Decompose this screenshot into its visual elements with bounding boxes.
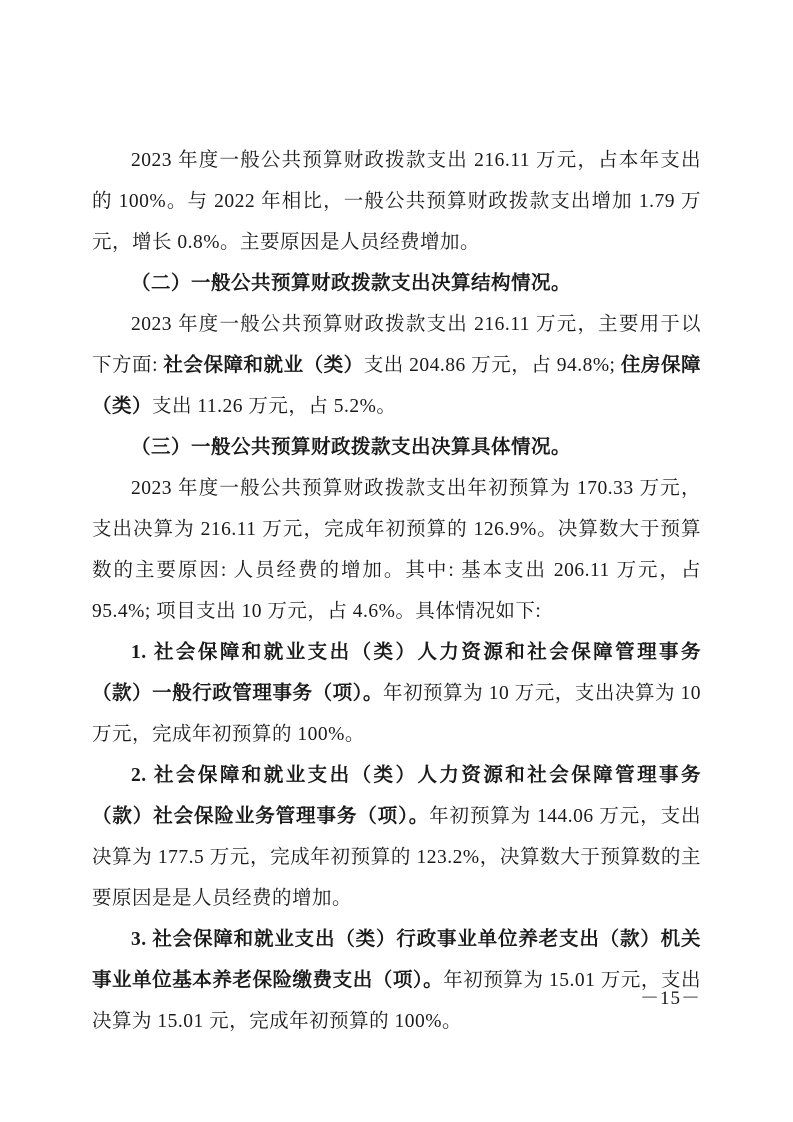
paragraph-expenditure-detail: [92, 468, 701, 632]
paragraph-item-3: [92, 919, 701, 1042]
text-run-bold: 2. 社会保障和就业支出（类）人力资源和社会保障管理事务（款）社会保险业务管理事务（项）。: [92, 765, 701, 827]
text-run: 支出 11.26 万元，占 5.2%。: [152, 396, 397, 417]
heading-expenditure-structure: （二）一般公共预算财政拨款支出决算结构情况。: [131, 273, 572, 294]
text-run: 2023 年度一般公共预算财政拨款支出 216.11 万元，主要用于以下方面:: [92, 314, 701, 376]
paragraph-item-2: [92, 755, 701, 919]
text-run-bold: 社会保障和就业（类）: [163, 355, 364, 376]
text-run: 2023 年度一般公共预算财政拨款支出 216.11 万元，占本年支出的 100%。与 2022 年相比，一般公共预算财政拨款支出增加 1.79 万元，增长 0.8%。主要原因是人员经费增加。: [92, 150, 701, 253]
text-run: 2023 年度一般公共预算财政拨款支出年初预算为 170.33 万元，支出决算为 216.11 万元，完成年初预算的 126.9%。决算数大于预算数的主要原因: 人员经费的增加。其中: 基本支出 206.11 万元，占 95.4%; 项目支出 10 万元，占 4.6%。具体情况如下:: [92, 478, 701, 622]
page-number: －15－: [639, 988, 701, 1009]
text-run: 年初预算为 144.06 万元，支出决算为 177.5 万元，完成年初预算的 123.2%，决算数大于预算数的主要原因是是人员经费的增加。: [92, 806, 701, 909]
text-run-bold: 1. 社会保障和就业支出（类）人力资源和社会保障管理事务（款）一般行政管理事务（项）。: [92, 642, 701, 704]
text-run-bold: 住房保障（类）: [92, 355, 701, 417]
text-run-bold: 3. 社会保障和就业支出（类）行政事业单位养老支出（款）机关事业单位基本养老保险缴费支出（项）。: [92, 929, 701, 991]
paragraph-item-1: [92, 632, 701, 755]
text-run: 年初预算为 15.01 万元，支出决算为 15.01 元，完成年初预算的 100%。: [92, 970, 701, 1032]
document-body: [92, 140, 701, 1042]
heading-expenditure-detail: （三）一般公共预算财政拨款支出决算具体情况。: [131, 437, 572, 458]
paragraph-expenditure-total: [92, 140, 701, 263]
paragraph-expenditure-structure: [92, 304, 701, 427]
text-run: 支出 204.86 万元，占 94.8%;: [363, 355, 621, 376]
text-run: 年初预算为 10 万元，支出决算为 10 万元，完成年初预算的 100%。: [92, 683, 701, 745]
